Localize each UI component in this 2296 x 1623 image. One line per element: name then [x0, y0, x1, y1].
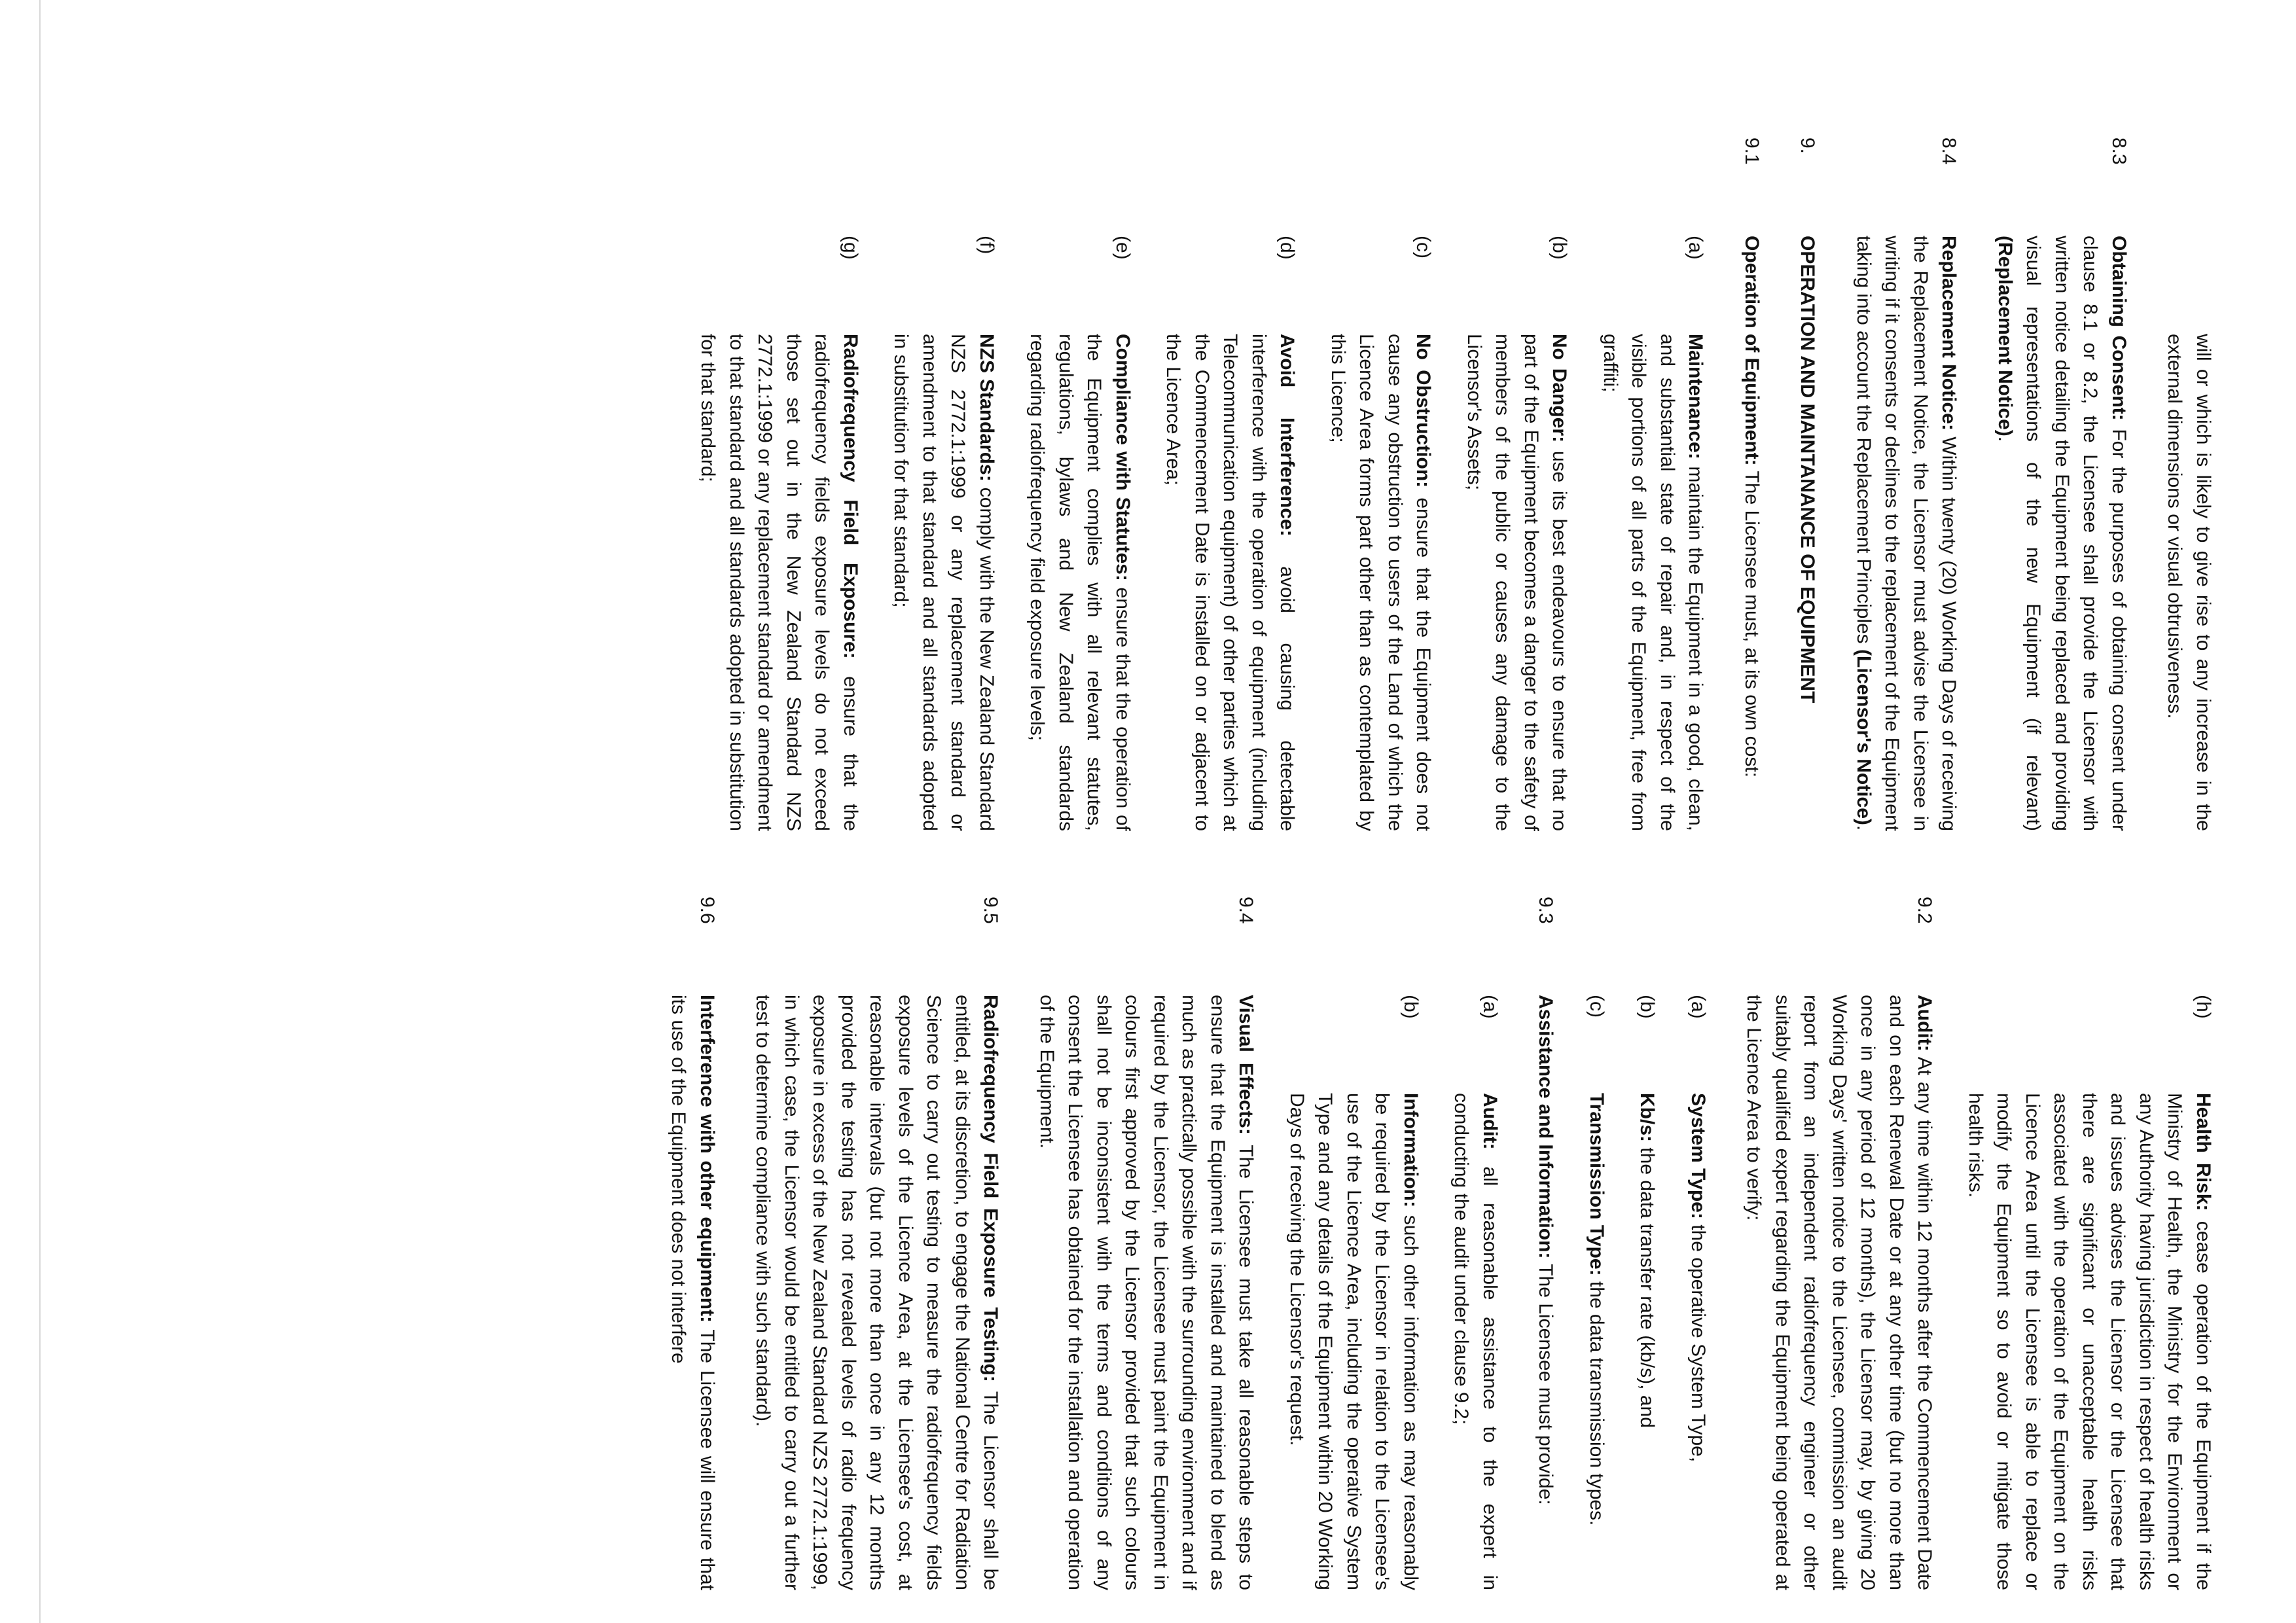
sub-text: cease operation of the Equipment if the Ministry of Health, the Ministry for the Environment or any Authority having jurisdiction in respect of health risks and issues advises the Licensor or the Licensee that there are significant or unacceptable health risks associated with the operation of the Equipment on the Licence Area until the Licensee is able to replace or modify the Equipment so to avoid or mitigate those health risks. — [1965, 1093, 2214, 1590]
sub-letter: (g) — [840, 236, 861, 260]
clause-title: Replacement Notice: — [1938, 236, 1960, 431]
sub-clause — [1283, 995, 1426, 1590]
clause-text: For the purposes of obtaining consent under clause 8.1 or 8.2, the Licensee shall provide the Licensor with written notice detailing the Equipment being replaced and providing visual representations of the new Equipment (if relevant) — [2022, 236, 2130, 831]
sub-clause — [887, 236, 1001, 831]
sub-clause — [1633, 995, 1662, 1590]
sub-text: the data transmission types. — [1586, 1281, 1607, 1526]
sub-text: ensure that the Equipment does not cause any obstruction to users of the Land of which the Licence Area forms part other than as contemplated by this Licence; — [1327, 334, 1435, 831]
sub-title: Radiofrequency Field Exposure: — [840, 334, 861, 659]
sub-letter: (b) — [1400, 995, 1422, 1019]
sub-text: comply with the New Zealand Standard NZS 2772.1:1999 or any replacement standard or amendment to that standard and all standards adopted in substitution for that standard; — [890, 334, 997, 831]
clause-9-5 — [749, 897, 1005, 1590]
clause-number: 9.4 — [1235, 897, 1257, 924]
clause-title: Obtaining Consent: — [2108, 236, 2130, 421]
carry-over-text: will or which is likely to give rise to any increase in the external dimensions or visual obtrusiveness. — [2164, 334, 2214, 831]
sub-title: Health Risk: — [2193, 1093, 2214, 1211]
clause-body — [749, 995, 1005, 1590]
clause-title: Interference with other equipment: — [696, 995, 718, 1323]
clause-9-2 — [1740, 897, 1939, 1590]
clause-text: The Licensee must provide: — [1535, 1264, 1557, 1505]
sub-title: Audit: — [1479, 1093, 1501, 1150]
sub-text: the operative System Type, — [1687, 1224, 1709, 1463]
section-number: 9. — [1797, 137, 1819, 154]
sub-text: maintain the Equipment in a good, clean, and substantial state of repair and, in respect of the visible portions of all parts of the Equipment, free from graffiti; — [1600, 334, 1707, 831]
clause-title: Operation of Equipment: — [1741, 236, 1763, 466]
clause-body — [1532, 995, 1560, 1590]
sub-text: all reasonable assistance to the expert in conducting the audit under clause 9.2; — [1450, 1093, 1501, 1590]
sub-text: avoid causing detectable interference with the operation of equipment (including Telecommunication equipment) of other parties which at the Commencement Date is installed on or adjacent to the Licence Area; — [1162, 334, 1299, 831]
sub-letter: (a) — [1685, 236, 1707, 260]
clause-9-4 — [1033, 897, 1261, 1590]
sub-letter: (a) — [1479, 995, 1501, 1019]
clause-9-1 — [1738, 137, 1767, 831]
clause-title: Radiofrequency Field Exposure Testing: — [980, 995, 1002, 1382]
sub-clause-h — [1962, 995, 2218, 1590]
defined-term: (Replacement Notice) — [1994, 236, 2016, 437]
clause-body: Obtaining Consent: For the purposes of obtaining consent under clause 8.1 or 8.2, the Licensee shall provide the Licensor with written notice detailing the Equipment being replaced and providing visual representations of the new Equipment (if relevant) (Replacement Notice). — [1994, 236, 2130, 831]
clause-number: 9.1 — [1741, 137, 1763, 165]
sub-letter: (f) — [976, 236, 997, 255]
section-9-heading — [1793, 137, 1822, 831]
sub-clause — [694, 236, 865, 831]
section-title: OPERATION AND MAINTANANCE OF EQUIPMENT — [1797, 236, 1819, 704]
sub-clause — [1684, 995, 1713, 1590]
clause-text: The Licensor shall be entitled, at its discretion, to engage the National Centre for Radiation Science to carry out testing to measure the radiofrequency fields exposure levels of the Licence Area, at the Licensee's cost, at reasonable intervals (but not more than once in any 12 months provided the testing has not revealed levels of radio frequency exposure in excess of the New Zealand Standard NZS 2772.1:1999, in which case, the Licensor would be entitled to carry out a further test to determine compliance with such standard). — [752, 995, 1002, 1590]
left-column — [672, 137, 2217, 831]
clause-body — [1738, 236, 1767, 831]
sub-title: Transmission Type: — [1586, 1093, 1607, 1276]
clause-body — [664, 995, 721, 1590]
sub-title: Avoid Interference: — [1276, 334, 1299, 537]
sub-title: Maintenance: — [1685, 334, 1707, 459]
clause-body — [1740, 995, 1939, 1590]
clause-title: Visual Effects: — [1235, 995, 1257, 1135]
sub-clause — [1023, 236, 1137, 831]
right-column — [637, 897, 2217, 1590]
scan-edge-line — [39, 0, 41, 1623]
clause-text: At any time within 12 months after the Commencement Date and on each Renewal Date or at any other time (but no more than once in any period of 12 months), the Licensor may, by giving 20 Working Days' written notice to the Licensee, commission an audit report from an independent radiofrequency engineer or other suitably qualified expert regarding the Equipment being operated at the Licence Area to verify: — [1743, 995, 1936, 1591]
sub-letter: (b) — [1549, 236, 1571, 260]
sub-clause — [1159, 236, 1302, 831]
clause-text: Within twenty (20) Working Days of receiving the Replacement Notice, the Licensor must advise the Licensee in writing if it consents or declines to the replacement of the Equipment taking into account the Replacement Principles — [1853, 236, 1960, 832]
sub-text: such other information as may reasonably be required by the Licensor in relation to the Licensee's use of the Licence Area, including the operative System Type and any details of the Equipment within 20 Working Days of receiving the Licensor's request. — [1286, 1093, 1422, 1590]
sub-title: Information: — [1400, 1093, 1422, 1207]
sub-text: the data transfer rate (kb/s), and — [1636, 1147, 1659, 1428]
clause-body: Replacement Notice: Within twenty (20) Working Days of receiving the Replacement Notice, the Licensor must advise the Licensee in writing if it consents or declines to the replacement of the Equipment taking into account the Replacement Principles (Licensor's Notice). — [1853, 236, 1960, 832]
sub-title: No Obstruction: — [1412, 334, 1435, 488]
clause-number: 9.3 — [1535, 897, 1557, 924]
sub-clause — [1324, 236, 1438, 831]
clause-title: Audit: — [1914, 995, 1936, 1052]
sub-title: No Danger: — [1549, 334, 1571, 443]
sub-title: System Type: — [1687, 1093, 1709, 1219]
sub-letter: (a) — [1687, 995, 1709, 1019]
sub-letter: (b) — [1636, 995, 1659, 1019]
clause-text: The Licensee must take all reasonable steps to ensure that the Equipment is installed and maintained to blend as much as practically possible with the surrounding environment and if required by the Licensor, the Licensee must paint the Equipment in colours first approved by the Licensor provided that such colours shall not be inconsistent with the terms and conditions of any consent the Licensee has obtained for the installation and operation of the Equipment. — [1036, 995, 1257, 1590]
clause-number: 9.2 — [1914, 897, 1936, 924]
sub-letter: (e) — [1112, 236, 1134, 260]
sub-text: use its best endeavours to ensure that no part of the Equipment becomes a danger to the safety of members of the public or causes any damage to the Licensor's Assets; — [1463, 334, 1571, 831]
clause-9-3 — [1532, 897, 1560, 1590]
clause-text: The Licensee will ensure that its use of the Equipment does not interfere — [668, 995, 718, 1590]
sub-title: Kb/s: — [1636, 1093, 1659, 1142]
clause-body — [1033, 995, 1261, 1590]
defined-term: (Licensor's Notice) — [1853, 649, 1874, 825]
clause-text: The Licensee must, at its own cost: — [1741, 471, 1763, 777]
sub-clause — [1596, 236, 1710, 831]
sub-letter: (d) — [1276, 236, 1299, 260]
clause-number: 9.5 — [980, 897, 1002, 924]
clause-number: 8.3 — [2108, 137, 2130, 165]
clause-8-4 — [1850, 137, 1964, 831]
clause-9-6 — [664, 897, 721, 1590]
sub-letter: (c) — [1412, 236, 1435, 259]
sub-text: ensure that the operation of the Equipment complies with all relevant statutes, regulations, bylaws and New Zealand standards regarding radiofrequency field exposure levels; — [1026, 334, 1134, 831]
sub-clause — [1460, 236, 1574, 831]
sub-clause — [1583, 995, 1611, 1590]
clause-number: 9.6 — [696, 897, 718, 924]
sub-clause — [1447, 995, 1504, 1590]
sub-text: ensure that the radiofrequency fields exposure levels do not exceed those set out in the New Zealand Standard NZS 2772.1:1999 or any replacement standard or amendment to that standard and all standards adopted in substitution for that standard; — [697, 334, 861, 831]
sub-title: Compliance with Statutes: — [1112, 334, 1134, 581]
sub-letter: (c) — [1586, 995, 1607, 1018]
clause-title: Assistance and Information: — [1535, 995, 1557, 1259]
clause-number: 8.4 — [1938, 137, 1960, 165]
sub-title: NZS Standards: — [976, 334, 997, 482]
clause-8-3 — [1991, 137, 2134, 831]
sub-letter: (h) — [2193, 995, 2214, 1019]
